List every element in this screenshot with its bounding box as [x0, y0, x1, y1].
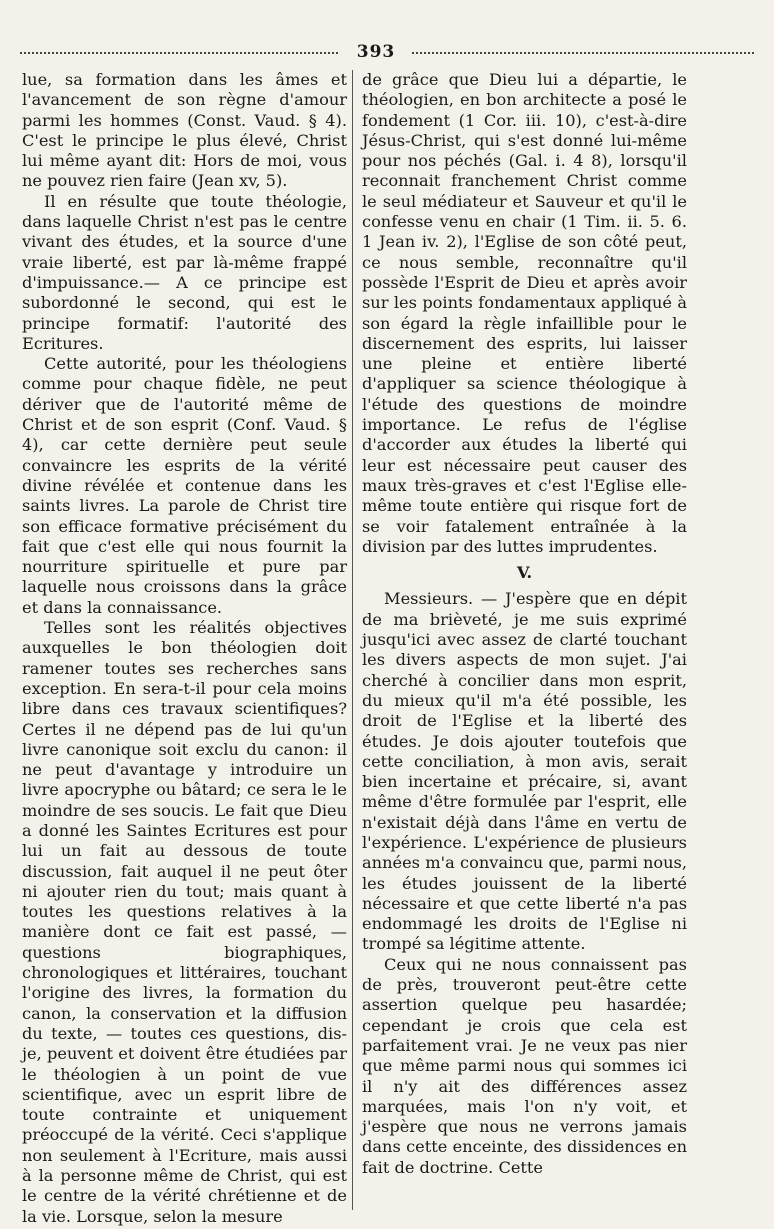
page-number: 393 — [356, 42, 396, 62]
left-paragraph-4: Telles sont les réalités objectives auxquelles le bon théologien doit ramener toutes ses recherches sans exception. En sera-t-il pour cela moins libre dans ces travaux scientifiques? Certes il ne dépend pas de lui qu'un livre canonique soit exclu du canon: il ne peut d'avantage y introduire un livre apocryphe ou bâtard; ce sera le le moindre de ses soucis. Le fait que Dieu a donné les Saintes Ecritures est pour lui un fait au dessous de toute discussion, fait auquel il ne peut ôter ni ajouter rien du tout; mais quant à toutes les questions relatives à la manière dont ce fait est passé, — questions biographiques, chronologiques et littéraires, touchant l'origine des livres, la formation du canon, la conservation et la diffusion du texte, — toutes ces questions, dis-je, peuvent et doivent être étudiées par le théologien à un point de vue scientifique, avec un esprit libre de toute contrainte et uniquement préoccupé de la vérité. Ceci s'applique non seulement à l'Ecriture, mais aussi à la personne même de Christ, qui est le centre de la vérité chrétienne et de la vie. Lorsque, selon la mesure — [22, 618, 347, 1226]
right-paragraph-2: Messieurs. — J'espère que en dépit de ma brièveté, je me suis exprimé jusqu'ici avec assez de clarté touchant les divers aspects de mon sujet. J'ai cherché à concilier dans mon esprit, du mieux qu'il m'a été possible, les droit de l'Eglise et la liberté des études. Je dois ajouter toutefois que cette conciliation, à mon avis, serait bien incertaine et précaire, si, avant même d'être formulée par l'esprit, elle n'existait déjà dans l'âme en vertu de l'expérience. L'expérience de plusieurs années m'a convaincu que, parmi nous, les études jouissent de la liberté nécessaire et que cette liberté n'a pas endommagé les droits de l'Eglise ni trompé sa légitime attente. — [362, 589, 687, 954]
right-paragraph-1: de grâce que Dieu lui a départie, le théologien, en bon architecte a posé le fondement (1 Cor. iii. 10), c'est-à-dire Jésus-Christ, qui s'est donné lui-même pour nos péchés (Gal. i. 4 8), lorsqu'il reconnait franchement Christ comme le seul médiateur et Sauveur et qu'il le confesse venu en chair (1 Tim. ii. 5. 6. 1 Jean iv. 2), l'Eglise de son côté peut, ce nous semble, reconnaître qu'il possède l'Esprit de Dieu et après avoir sur les points fondamentaux appliqué à son égard la règle infaillible pour le discernement des esprits, lui laisser une pleine et entière liberté d'appliquer sa science théologique à l'étude des questions de moindre importance. Le refus de l'église d'accorder aux études la liberté qui leur est nécessaire peut causer des maux très-graves et c'est l'Eglise elle-même toute entière qui risque fort de se voir fatalement entraînée à la division par des luttes imprudentes. — [362, 70, 687, 556]
section-heading: V. — [516, 563, 533, 583]
left-paragraph-2: Il en résulte que toute théologie, dans laquelle Christ n'est pas le centre vivant des études, et la source d'une vraie liberté, est par là-même frappé d'impuissance.— A ce principe est subordonné le second, qui est le principe formatif: l'autorité des Ecritures. — [22, 191, 347, 353]
left-paragraph-1: lue, sa formation dans les âmes et l'avancement de son règne d'amour parmi les hommes (Const. Vaud. § 4). C'est le principe le plus élevé, Christ lui même ayant dit: Hors de moi, vous ne pouvez rien faire (Jean xv, 5). — [22, 70, 347, 191]
left-column — [22, 70, 347, 1227]
left-paragraph-3: Cette autorité, pour les théologiens comme pour chaque fidèle, ne peut dériver que de l'autorité même de Christ et de son esprit (Conf. Vaud. § 4), car cette dernière peut seule convaincre les esprits de la vérité divine révélée et contenue dans les saints livres. La parole de Christ tire son efficace formative précisément du fait que c'est elle qui nous fournit la nourriture spirituelle et pure par laquelle nous croissons dans la grâce et dans la connaissance. — [22, 354, 347, 617]
header-rule-right — [412, 52, 754, 54]
header-rule-left — [20, 52, 338, 54]
right-paragraph-3: Ceux qui ne nous connaissent pas de près, trouveront peut-être cette assertion quelque peu hasardée; cependant je crois que cela est parfaitement vrai. Je ne veux pas nier que même parmi nous qui sommes ici il n'y ait des différences assez marquées, mais l'on n'y voit, et j'espère que nous ne verrons jamais dans cette enceinte, des dissidences en fait de doctrine. Cette — [362, 954, 687, 1177]
page-header — [20, 42, 754, 64]
right-column — [362, 70, 687, 1178]
column-divider — [352, 70, 353, 1210]
